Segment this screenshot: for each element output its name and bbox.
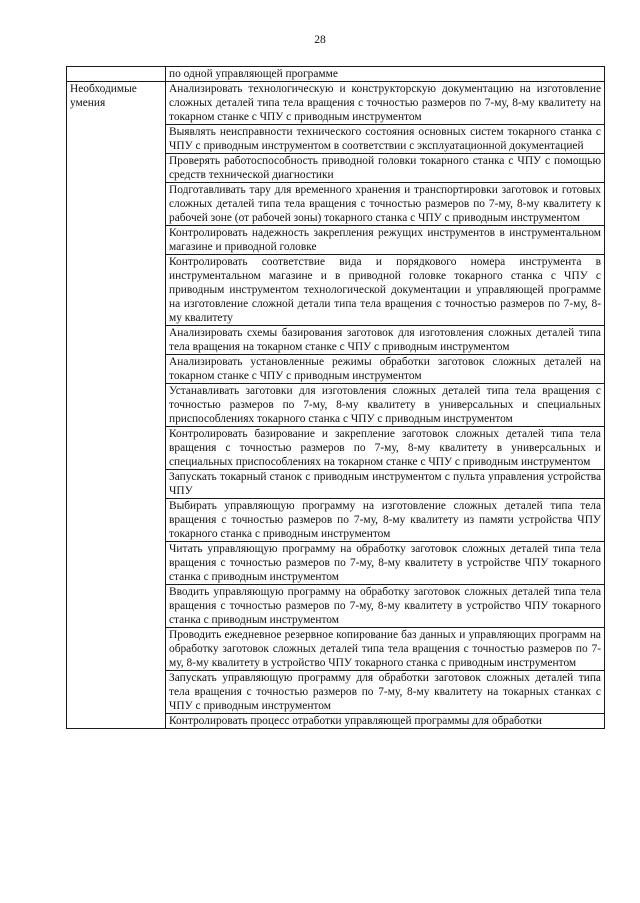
skill-item: Контролировать надежность закрепления режущих инструментов в инструментальном магазине и приводной головке [166, 226, 605, 255]
skill-item: Контролировать базирование и закрепление заготовок сложных деталей типа тела вращения с точностью размеров по 7-му, 8-му квалитету в универсальных и специальных приспособлениях на токарном станке с ЧПУ с приводным инструментом [166, 427, 605, 470]
skill-item: Устанавливать заготовки для изготовления сложных деталей типа тела вращения с точностью размеров по 7-му, 8-му квалитету в универсальных и специальных приспособлениях токарного станка с ЧПУ с приводным инструментом [166, 384, 605, 427]
skill-item: Проверять работоспособность приводной головки токарного станка с ЧПУ с помощью средств технической диагностики [166, 154, 605, 183]
skill-item: Контролировать соответствие вида и порядкового номера инструмента в инструментальном магазине и в приводной головке токарного станка с ЧПУ с приводным инструментом технологической документации и управляющей программе на изготовление сложной детали типа тела вращения с точностью размеров по 7-му, 8-му квалитету [166, 255, 605, 326]
skill-item: Выбирать управляющую программу на изготовление сложных деталей типа тела вращения с точностью размеров по 7-му, 8-му квалитету из памяти устройства ЧПУ токарного станка с приводным инструментом [166, 499, 605, 542]
skill-item: Запускать токарный станок с приводным инструментом с пульта управления устройства ЧПУ [166, 470, 605, 499]
skill-item: Подготавливать тару для временного хранения и транспортировки заготовок и готовых сложных деталей типа тела вращения с точностью размеров по 7-му, 8-му квалитету к рабочей зоне (от рабочей зоны) токарного станка с ЧПУ с приводным инструментом [166, 183, 605, 226]
skill-item: Вводить управляющую программу на обработку заготовок сложных деталей типа тела вращения с точностью размеров по 7-му, 8-му квалитету в устройство ЧПУ токарного станка с приводным инструментом [166, 585, 605, 628]
skill-item: Контролировать процесс отработки управляющей программы для обработки [166, 714, 605, 729]
table-row [67, 67, 605, 82]
skill-item: Читать управляющую программу на обработку заготовок сложных деталей типа тела вращения с точностью размеров по 7-му, 8-му квалитету в устройстве ЧПУ токарного станка с приводным инструментом [166, 542, 605, 585]
skill-item: Анализировать технологическую и конструкторскую документацию на изготовление сложных деталей типа тела вращения с точностью размеров по 7-му, 8-му квалитету на токарном станке с ЧПУ с приводным инструментом [166, 82, 605, 125]
skill-item: Анализировать установленные режимы обработки заготовок сложных деталей на токарном станке с ЧПУ с приводным инструментом [166, 355, 605, 384]
skill-item: Проводить ежедневное резервное копирование баз данных и управляющих программ на обработку заготовок сложных деталей типа тела вращения с точностью размеров по 7-му, 8-му квалитету в устройство ЧПУ токарного станка с приводным инструментом [166, 628, 605, 671]
skill-item: Выявлять неисправности технического состояния основных систем токарного станка с ЧПУ с приводным инструментом в соответствии с эксплуатационной документацией [166, 125, 605, 154]
empty-label-cell [67, 67, 166, 82]
continued-text-cell: по одной управляющей программе [166, 67, 605, 82]
skills-table [66, 66, 605, 729]
page-number: 28 [314, 34, 326, 46]
section-label: Необходимые умения [67, 82, 166, 729]
skill-item: Анализировать схемы базирования заготовок для изготовления сложных деталей типа тела вращения на токарном станке с ЧПУ с приводным инструментом [166, 326, 605, 355]
table-row [67, 82, 605, 125]
skill-item: Запускать управляющую программу для обработки заготовок сложных деталей типа тела вращения с точностью размеров по 7-му, 8-му квалитету на токарных станках с ЧПУ с приводным инструментом [166, 671, 605, 714]
